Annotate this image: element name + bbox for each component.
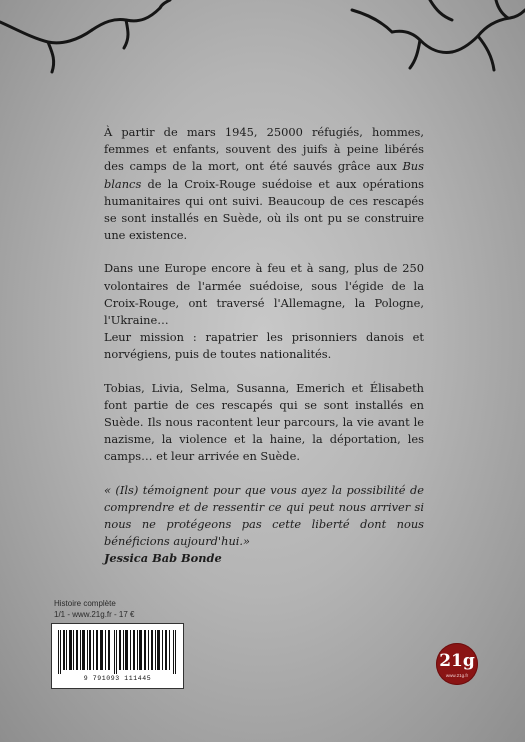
paragraph-rescue-part2: de la Croix-Rouge suédoise et aux opérations humanitaires qui ont suivi. Beaucoup de ces rescapés se sont installés en Suède, où ils ont pu se construire une existence. (104, 176, 424, 243)
barcode-bars (58, 630, 177, 674)
barcode-digits: 9 791093 111445 (83, 675, 152, 682)
bus-blancs-italic: Bus blancs (104, 159, 424, 191)
paragraph-rescue (104, 124, 424, 244)
paragraph-volunteers-text: Dans une Europe encore à feu et à sang, plus de 250 volontaires de l'armée suédoise, sous l'égide de la Croix-Rouge, ont traversé l'Allemagne, la Pologne, l'Ukraine… (104, 261, 424, 328)
publisher-logo-mark: 21g (439, 651, 475, 671)
paragraph-mission-text: Leur mission : rapatrier les prisonniers danois et norvégiens, puis de toutes nationalités. (104, 330, 424, 362)
publication-info (54, 598, 134, 620)
branches-illustration (0, 0, 525, 95)
publisher-logo (436, 643, 478, 685)
paragraph-rescue-part1: À partir de mars 1945, 25000 réfugiés, hommes, femmes et enfants, souvent des juifs à peine libérés des camps de la mort, ont été sauvés grâce aux (104, 125, 424, 174)
barcode (51, 623, 184, 689)
price-line: 1/1 - www.21g.fr - 17 € (54, 610, 135, 619)
back-cover-text (104, 124, 424, 568)
paragraph-survivors: Tobias, Livia, Selma, Susanna, Emerich et Élisabeth font partie de ces rescapés qui se sont installés en Suède. Ils nous racontent leur parcours, la vie avant le nazisme, la violence et la haine, la déportation, les camps… et leur arrivée en Suède. (104, 380, 424, 464)
publisher-logo-url: www.21g.fr (445, 673, 469, 678)
quote-author: Jessica Bab Bonde (104, 551, 222, 566)
paragraph-volunteers (104, 260, 424, 363)
quote-text: « (Ils) témoignent pour que vous ayez la possibilité de comprendre et de ressentir ce qui peut nous arriver si nous ne protégeons pas cette liberté dont nous bénéficions aujourd'hui.» (104, 482, 424, 549)
series-label: Histoire complète (54, 599, 116, 608)
